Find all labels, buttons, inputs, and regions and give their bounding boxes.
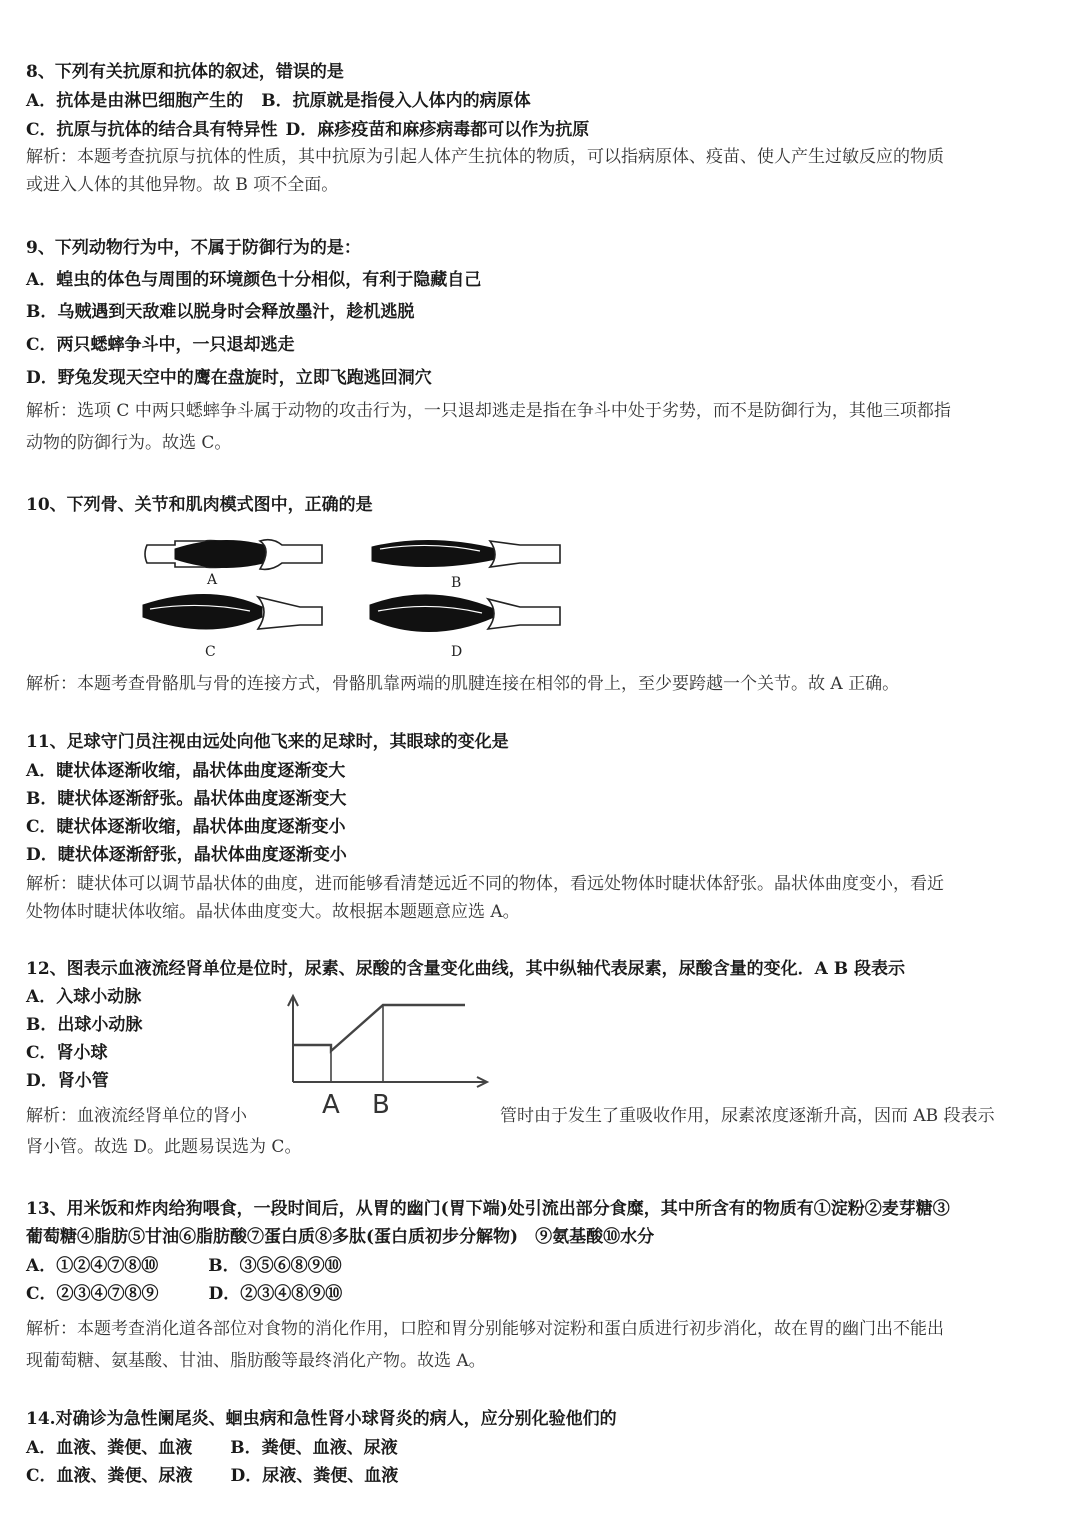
- q14-stem: 14.对确诊为急性阑尾炎、蛔虫病和急性肾小球肾炎的病人，应分别化验他们的: [26, 1409, 617, 1429]
- q9-explanation-line2: 动物的防御行为。故选 C。: [26, 433, 232, 453]
- figure-d-label: D: [451, 644, 463, 660]
- q12-option-d: D．肾小管: [26, 1071, 109, 1091]
- q14-option-c: C．血液、粪便、尿液: [26, 1466, 193, 1486]
- graph-label-a: A: [322, 1090, 340, 1120]
- q11-stem: 11、足球守门员注视由远处向他飞来的足球时，其眼球的变化是: [26, 732, 509, 752]
- q11-option-d: D．睫状体逐渐舒张，晶状体曲度逐渐变小: [26, 845, 347, 865]
- q9-option-b: B．乌贼遇到天敌难以脱身时会释放墨汁，趁机逃脱: [26, 302, 415, 322]
- q11-explanation-line2: 处物体时睫状体收缩。晶状体曲度变大。故根据本题题意应选 A。: [26, 902, 520, 922]
- q12-option-b: B．出球小动脉: [26, 1015, 143, 1035]
- q11-option-a: A．睫状体逐渐收缩，晶状体曲度逐渐变大: [26, 761, 346, 781]
- figure-b-label: B: [451, 575, 462, 591]
- q13-option-b: B．③⑤⑥⑧⑨⑩: [208, 1256, 342, 1276]
- q10-stem: 10、下列骨、关节和肌肉模式图中，正确的是: [26, 495, 373, 515]
- q9-explanation-line1: 解析：选项 C 中两只蟋蟀争斗属于动物的攻击行为，一只退却逃走是指在争斗中处于劣势，而不是防御行为，其他三项都指: [26, 401, 951, 421]
- figure-c: [143, 594, 322, 660]
- q14-option-d: D．尿液、粪便、血液: [230, 1466, 399, 1486]
- q13-option-d: D．②③④⑧⑨⑩: [208, 1284, 343, 1304]
- q13-option-c: C．②③④⑦⑧⑨: [26, 1284, 159, 1304]
- q13-options-ab: [26, 1255, 342, 1277]
- figure-c-label: C: [205, 644, 216, 660]
- figure-d: [370, 595, 560, 660]
- q10-explanation: 解析：本题考查骨骼肌与骨的连接方式，骨骼肌靠两端的肌腱连接在相邻的骨上，至少要跨越一个关节。故 A 正确。: [26, 674, 900, 694]
- q12-explanation-line1b: 管时由于发生了重吸收作用，尿素浓度逐渐升高，因而 AB 段表示: [500, 1106, 995, 1126]
- q13-options-cd: [26, 1283, 342, 1305]
- q12-option-c: C．肾小球: [26, 1043, 108, 1063]
- q13-stem-line2: 葡萄糖④脂肪⑤甘油⑥脂肪酸⑦蛋白质⑧多肽(蛋白质初步分解物) ⑨氨基酸⑩水分: [26, 1227, 655, 1247]
- q14-options-cd: [26, 1465, 398, 1487]
- q14-option-a: A．血液、粪便、血液: [26, 1438, 193, 1458]
- graph-label-b: B: [372, 1090, 390, 1120]
- q8-option-d: D．麻疹疫苗和麻疹病毒都可以作为抗原: [285, 120, 590, 140]
- q9-option-a: A．蝗虫的体色与周围的环境颜色十分相似，有利于隐藏自己: [26, 270, 482, 290]
- q13-explanation-line1: 解析：本题考查消化道各部位对食物的消化作用，口腔和胃分别能够对淀粉和蛋白质进行初步消化，故在胃的幽门出不能出: [26, 1319, 944, 1339]
- q9-option-c: C．两只蟋蟀争斗中，一只退却逃走: [26, 335, 295, 355]
- bone-muscle-figure: [0, 525, 1080, 665]
- q12-stem: 12、图表示血液流经肾单位是位时，尿素、尿酸的含量变化曲线，其中纵轴代表尿素，尿酸含量的变化．A B 段表示: [26, 959, 906, 979]
- q11-explanation-line1: 解析：睫状体可以调节晶状体的曲度，进而能够看清楚远近不同的物体，看远处物体时睫状体舒张。晶状体曲度变小，看近: [26, 874, 944, 894]
- q8-stem: 8、下列有关抗原和抗体的叙述，错误的是: [26, 62, 344, 82]
- figure-a-label: A: [207, 572, 218, 588]
- q14-options-ab: [26, 1437, 398, 1459]
- q11-option-b: B．睫状体逐渐舒张。晶状体曲度逐渐变大: [26, 789, 347, 809]
- q8-explanation-line2: 或进入人体的其他异物。故 B 项不全面。: [26, 175, 339, 195]
- q12-explanation-line2: 肾小管。故选 D。此题易误选为 C。: [26, 1137, 302, 1157]
- q11-option-c: C．睫状体逐渐收缩，晶状体曲度逐渐变小: [26, 817, 346, 837]
- q8-explanation-line1: 解析：本题考查抗原与抗体的性质，其中抗原为引起人体产生抗体的物质，可以指病原体、疫苗、使人产生过敏反应的物质: [26, 147, 944, 167]
- q13-option-a: A．①②④⑦⑧⑩: [26, 1256, 159, 1276]
- figure-a: [145, 540, 322, 588]
- q8-option-c: C．抗原与抗体的结合具有特异性: [26, 120, 278, 140]
- graph-curve: [293, 1005, 465, 1051]
- urea-concentration-graph: [275, 992, 495, 1122]
- q9-stem: 9、下列动物行为中，不属于防御行为的是：: [26, 238, 361, 258]
- q12-explanation-line1a: 解析：血液流经肾单位的肾小: [26, 1106, 247, 1126]
- q13-stem-line1: 13、用米饭和炸肉给狗喂食，一段时间后，从胃的幽门(胃下端)处引流出部分食糜，其中所含有的物质有①淀粉②麦芽糖③: [26, 1199, 950, 1219]
- q8-option-a: A．抗体是由淋巴细胞产生的: [26, 91, 244, 111]
- q14-option-b: B．粪便、血液、尿液: [230, 1438, 398, 1458]
- q12-option-a: A．入球小动脉: [26, 987, 142, 1007]
- q8-option-b: B．抗原就是指侵入人体内的病原体: [261, 91, 531, 111]
- q8-options-ab: [26, 90, 531, 112]
- figure-b: [372, 540, 560, 591]
- q9-option-d: D．野兔发现天空中的鹰在盘旋时，立即飞跑逃回洞穴: [26, 368, 432, 388]
- q8-options-cd: [26, 119, 589, 141]
- q13-explanation-line2: 现葡萄糖、氨基酸、甘油、脂肪酸等最终消化产物。故选 A。: [26, 1351, 486, 1371]
